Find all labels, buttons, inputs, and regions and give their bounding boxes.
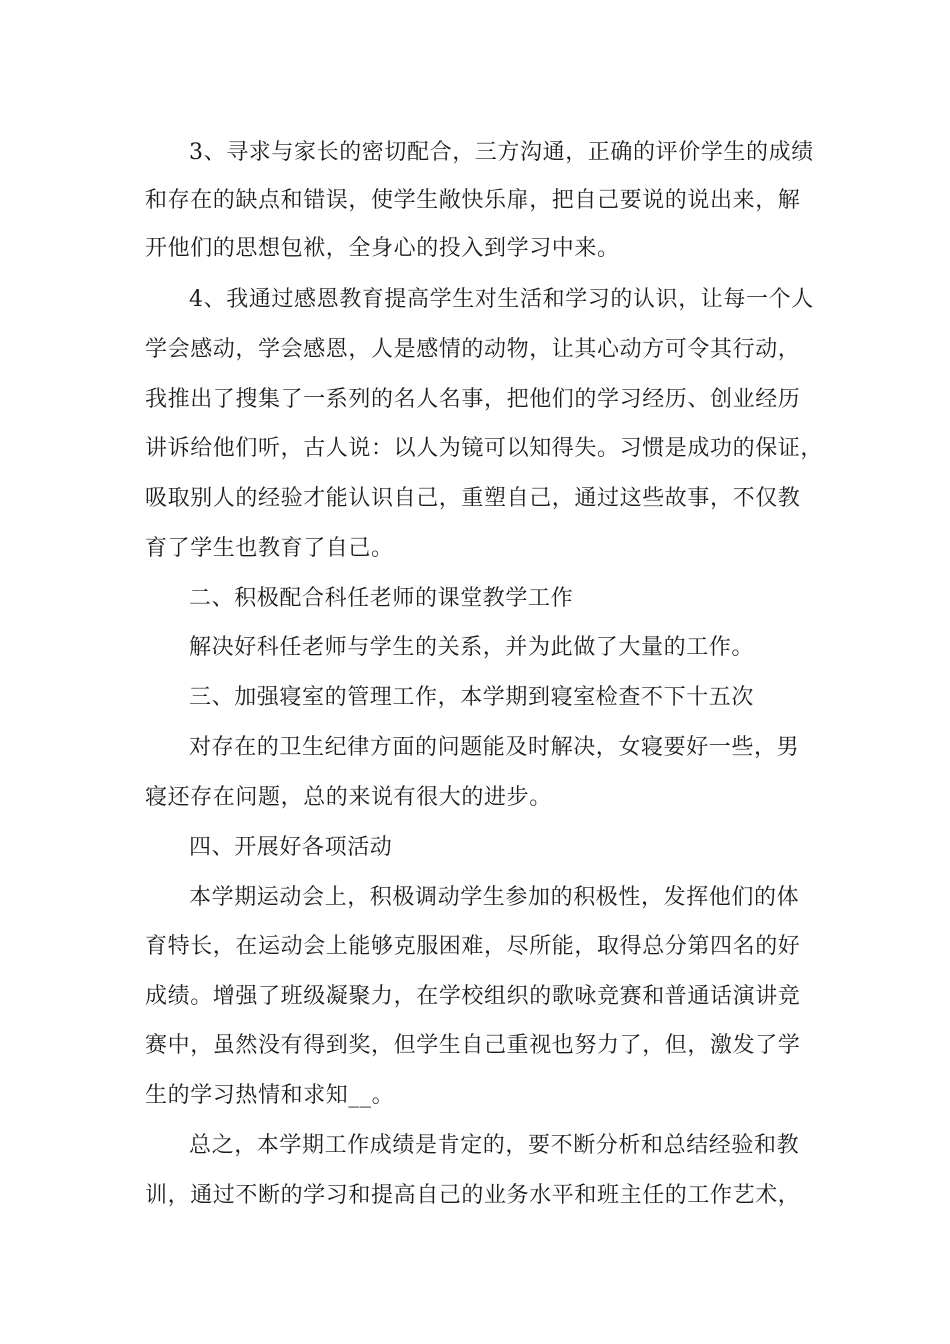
paragraph-4-line-1: 4、我通过感恩教育提高学生对生活和学习的认识，让每一个人	[189, 287, 814, 312]
section-4-text-line-1: 本学期运动会上，积极调动学生参加的积极性，发挥他们的体	[189, 885, 800, 910]
section-2-text: 解决好科任老师与学生的关系，并为此做了大量的工作。	[189, 635, 755, 660]
paragraph-4-line-3: 我推出了搜集了一系列的名人名事，把他们的学习经历、创业经历	[145, 387, 801, 412]
section-3-heading: 三、加强寝室的管理工作，本学期到寝室检查不下十五次	[189, 685, 755, 710]
section-3-text-line-2: 寝还存在问题，总的来说有很大的进步。	[145, 785, 552, 810]
summary-line-1: 总之，本学期工作成绩是肯定的，要不断分析和总结经验和教	[189, 1133, 800, 1158]
paragraph-3-line-2: 和存在的缺点和错误，使学生敞快乐扉，把自己要说的说出来，解	[145, 188, 801, 213]
section-4-heading: 四、开展好各项活动	[189, 835, 393, 860]
paragraph-4-line-4: 讲诉给他们听，古人说：以人为镜可以知得失。习惯是成功的保证，	[145, 436, 824, 461]
section-4-text-line-2: 育特长，在运动会上能够克服困难，尽所能，取得总分第四名的好	[145, 934, 801, 959]
summary-line-2: 训，通过不断的学习和提高自己的业务水平和班主任的工作艺术，	[145, 1183, 801, 1208]
paragraph-4-line-6: 育了学生也教育了自己。	[145, 536, 394, 561]
section-4-text-line-3: 成绩。增强了班级凝聚力，在学校组织的歌咏竞赛和普通话演讲竞	[145, 984, 801, 1009]
section-4-text-line-4: 赛中，虽然没有得到奖，但学生自己重视也努力了，但，激发了学	[145, 1033, 801, 1058]
paragraph-4-line-2: 学会感动，学会感恩，人是感情的动物，让其心动方可令其行动，	[145, 337, 801, 362]
paragraph-3-line-1: 3、寻求与家长的密切配合，三方沟通，正确的评价学生的成绩	[189, 140, 814, 165]
section-2-heading: 二、积极配合科任老师的课堂教学工作	[189, 586, 574, 611]
paragraph-3-line-3: 开他们的思想包袱，全身心的投入到学习中来。	[145, 236, 620, 261]
section-3-text-line-1: 对存在的卫生纪律方面的问题能及时解决，女寝要好一些，男	[189, 735, 800, 760]
paragraph-4-line-5: 吸取别人的经验才能认识自己，重塑自己，通过这些故事，不仅教	[145, 486, 801, 511]
section-4-text-line-5: 生的学习热情和求知__。	[145, 1083, 395, 1108]
